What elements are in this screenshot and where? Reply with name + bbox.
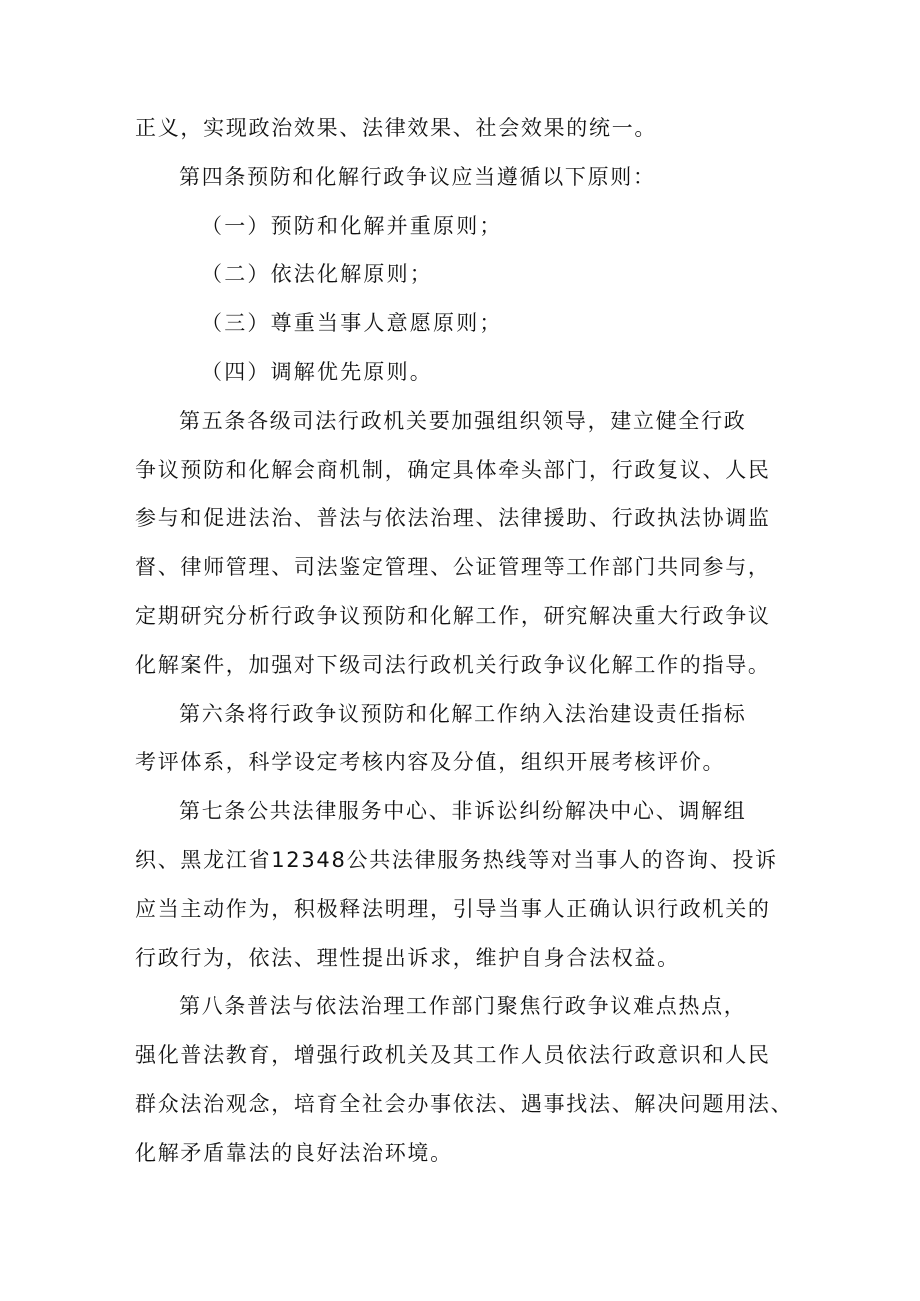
- text-line: 定期研究分析行政争议预防和化解工作，研究解决重大行政争议: [135, 603, 771, 628]
- text-line: 群众法治观念，培育全社会办事依法、遇事找法、解决问题用法、: [135, 1091, 794, 1116]
- paragraph-article-4: [135, 153, 785, 202]
- text-line: 第八条普法与依法治理工作部门聚焦行政争议难点热点，: [179, 994, 747, 1019]
- text-line: 争议预防和化解会商机制，确定具体牵头部门，行政复议、人民: [135, 457, 771, 482]
- text-line: 考评体系，科学设定考核内容及分值，组织开展考核评价。: [135, 750, 726, 775]
- text-line: 强化普法教育，增强行政机关及其工作人员依法行政意识和人民: [135, 1043, 771, 1068]
- paragraph-article-6: [135, 690, 785, 788]
- text-line: 督、律师管理、司法鉴定管理、公证管理等工作部门共同参与，: [135, 555, 771, 580]
- document-body: [135, 104, 794, 1178]
- paragraph-continuation: [135, 104, 785, 153]
- list-item-principle-1: [135, 202, 785, 251]
- text-line: 应当主动作为，积极释法明理，引导当事人正确认识行政机关的: [135, 896, 771, 921]
- text-line: 第七条公共法律服务中心、非诉讼纠纷解决中心、调解组: [179, 799, 747, 824]
- text-line: （四）调解优先原则。: [201, 359, 433, 384]
- list-item-principle-3: [135, 299, 785, 348]
- text-line: （三）尊重当事人意愿原则；: [201, 311, 503, 336]
- text-line: 第五条各级司法行政机关要加强组织领导，建立健全行政: [179, 408, 747, 433]
- list-item-principle-2: [135, 250, 785, 299]
- text-line: （二）依法化解原则；: [201, 262, 433, 287]
- text-line: （一）预防和化解并重原则；: [201, 213, 503, 238]
- text-line: 行政行为，依法、理性提出诉求，维护自身合法权益。: [135, 945, 680, 970]
- text-line: 第六条将行政争议预防和化解工作纳入法治建设责任指标: [179, 701, 747, 726]
- text-line: 正义，实现政治效果、法律效果、社会效果的统一。: [135, 116, 658, 140]
- paragraph-article-7: [135, 787, 785, 982]
- paragraph-article-5: [135, 397, 785, 690]
- paragraph-article-8: [135, 982, 794, 1177]
- list-item-principle-4: [135, 348, 785, 397]
- text-line: 第四条预防和化解行政争议应当遵循以下原则：: [179, 164, 656, 189]
- text-line: 织、黑龙江省12348公共法律服务热线等对当事人的咨询、投诉: [135, 847, 778, 872]
- text-line: 化解案件，加强对下级司法行政机关行政争议化解工作的指导。: [135, 652, 771, 677]
- text-line: 参与和促进法治、普法与依法治理、法律援助、行政执法协调监: [135, 506, 771, 531]
- text-line: 化解矛盾靠法的良好法治环境。: [135, 1140, 453, 1165]
